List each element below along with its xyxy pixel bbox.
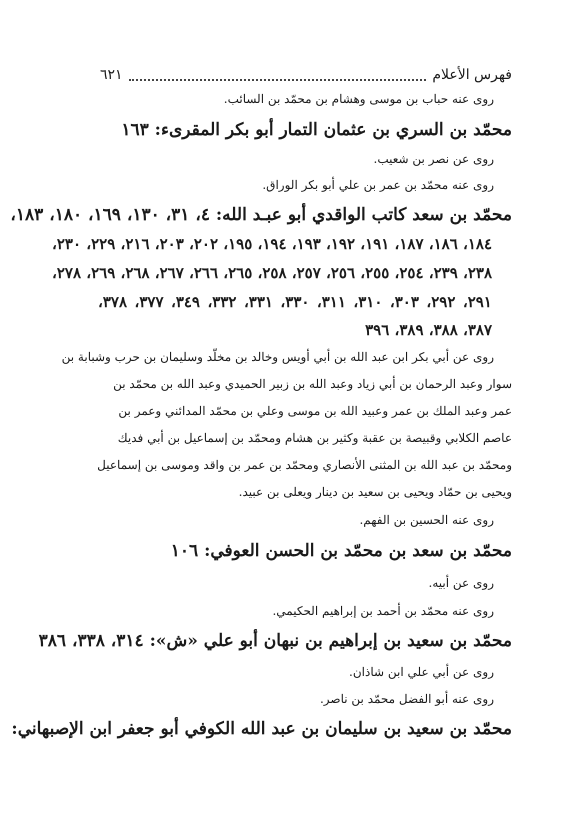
page-reference-line: ١٨٤، ١٨٦، ١٨٧، ١٩١، ١٩٢، ١٩٣، ١٩٤، ١٩٥، ٢٠٢، ٢٠٣، ٢١٦، ٢٢٩، ٢٣٠، xyxy=(51,235,492,253)
index-line: ومحمّد بن عبد الله بن المثنى الأنصاري ومحمّد بن عمر بن واقد وموسى بن إسماعيل xyxy=(97,458,512,472)
running-title: فهرس الأعلام xyxy=(432,67,512,83)
index-line: ويحيى بن حمّاد ويحيى بن سعيد بن دينار ويعلى بن عبيد. xyxy=(238,485,512,499)
page-header xyxy=(100,64,512,86)
index-line: روى عنه محمّد بن عمر بن علي أبو بكر الوراق. xyxy=(262,178,494,192)
index-entry-heading: محمّد بن سعيد بن إبراهيم بن نبهان أبو علي «ش»: ٣١٤، ٣٣٨، ٣٨٦ xyxy=(38,631,512,651)
page-reference-line: ٢٣٨، ٢٣٩، ٢٥٤، ٢٥٥، ٢٥٦، ٢٥٧، ٢٥٨، ٢٦٥، ٢٦٦، ٢٦٧، ٢٦٨، ٢٦٩، ٢٧٨، xyxy=(51,264,492,282)
index-line: روى عنه حباب بن موسى وهشام بن محمّد بن السائب. xyxy=(223,92,494,106)
index-line: سوار وعبد الرحمان بن أبي زياد وعبد الله بن زبير الحميدي وعبد الله بن محمّد بن xyxy=(113,377,512,391)
index-line: روى عن أبي علي ابن شاذان. xyxy=(349,665,494,679)
index-entry-heading: محمّد بن سعد بن محمّد بن الحسن العوفي: ١٠٦ xyxy=(170,541,512,561)
page-reference-line: ٢٩١، ٢٩٢، ٣٠٣، ٣١٠، ٣١١، ٣٣٠، ٣٣١، ٣٣٢، ٣٤٩، ٣٧٧، ٣٧٨، xyxy=(98,293,492,311)
index-entry-heading: محمّد بن سعد كاتب الواقدي أبو عبـد الله: ٤، ٣١، ١٣٠، ١٦٩، ١٨٠، ١٨٣، xyxy=(10,205,512,225)
page-reference-line: ٣٨٧، ٣٨٨، ٣٨٩، ٣٩٦ xyxy=(365,321,492,339)
index-line: عاصم الكلابي وقبيصة بن عقبة وكثير بن هشام ومحمّد بن إسماعيل بن أبي فديك xyxy=(117,431,512,445)
index-line: روى عن نصر بن شعيب. xyxy=(373,152,494,166)
index-entry-heading: محمّد بن السري بن عثمان التمار أبو بكر المقرىء: ١٦٣ xyxy=(121,120,512,140)
index-line: روى عنه محمّد بن أحمد بن إبراهيم الحكيمي. xyxy=(272,604,494,618)
dot-leader xyxy=(129,69,427,81)
index-entry-heading: محمّد بن سعيد بن سليمان بن عبد الله الكوفي أبو جعفر ابن الإصبهاني: xyxy=(11,719,512,739)
index-line: روى عنه الحسين بن الفهم. xyxy=(359,513,494,527)
index-line: روى عنه أبو الفضل محمّد بن ناصر. xyxy=(319,692,494,706)
page-number: ٦٢١ xyxy=(100,67,123,83)
index-line: روى عن أبيه. xyxy=(428,576,494,590)
index-line: روى عن أبي بكر ابن عبد الله بن أبي أويس وخالد بن مخلّد وسليمان بن حرب وشبابة بن xyxy=(61,350,494,364)
index-line: عمر وعبد الملك بن عمر وعبيد الله بن موسى وعلي بن محمّد المدائني وعمر بن xyxy=(118,404,512,418)
